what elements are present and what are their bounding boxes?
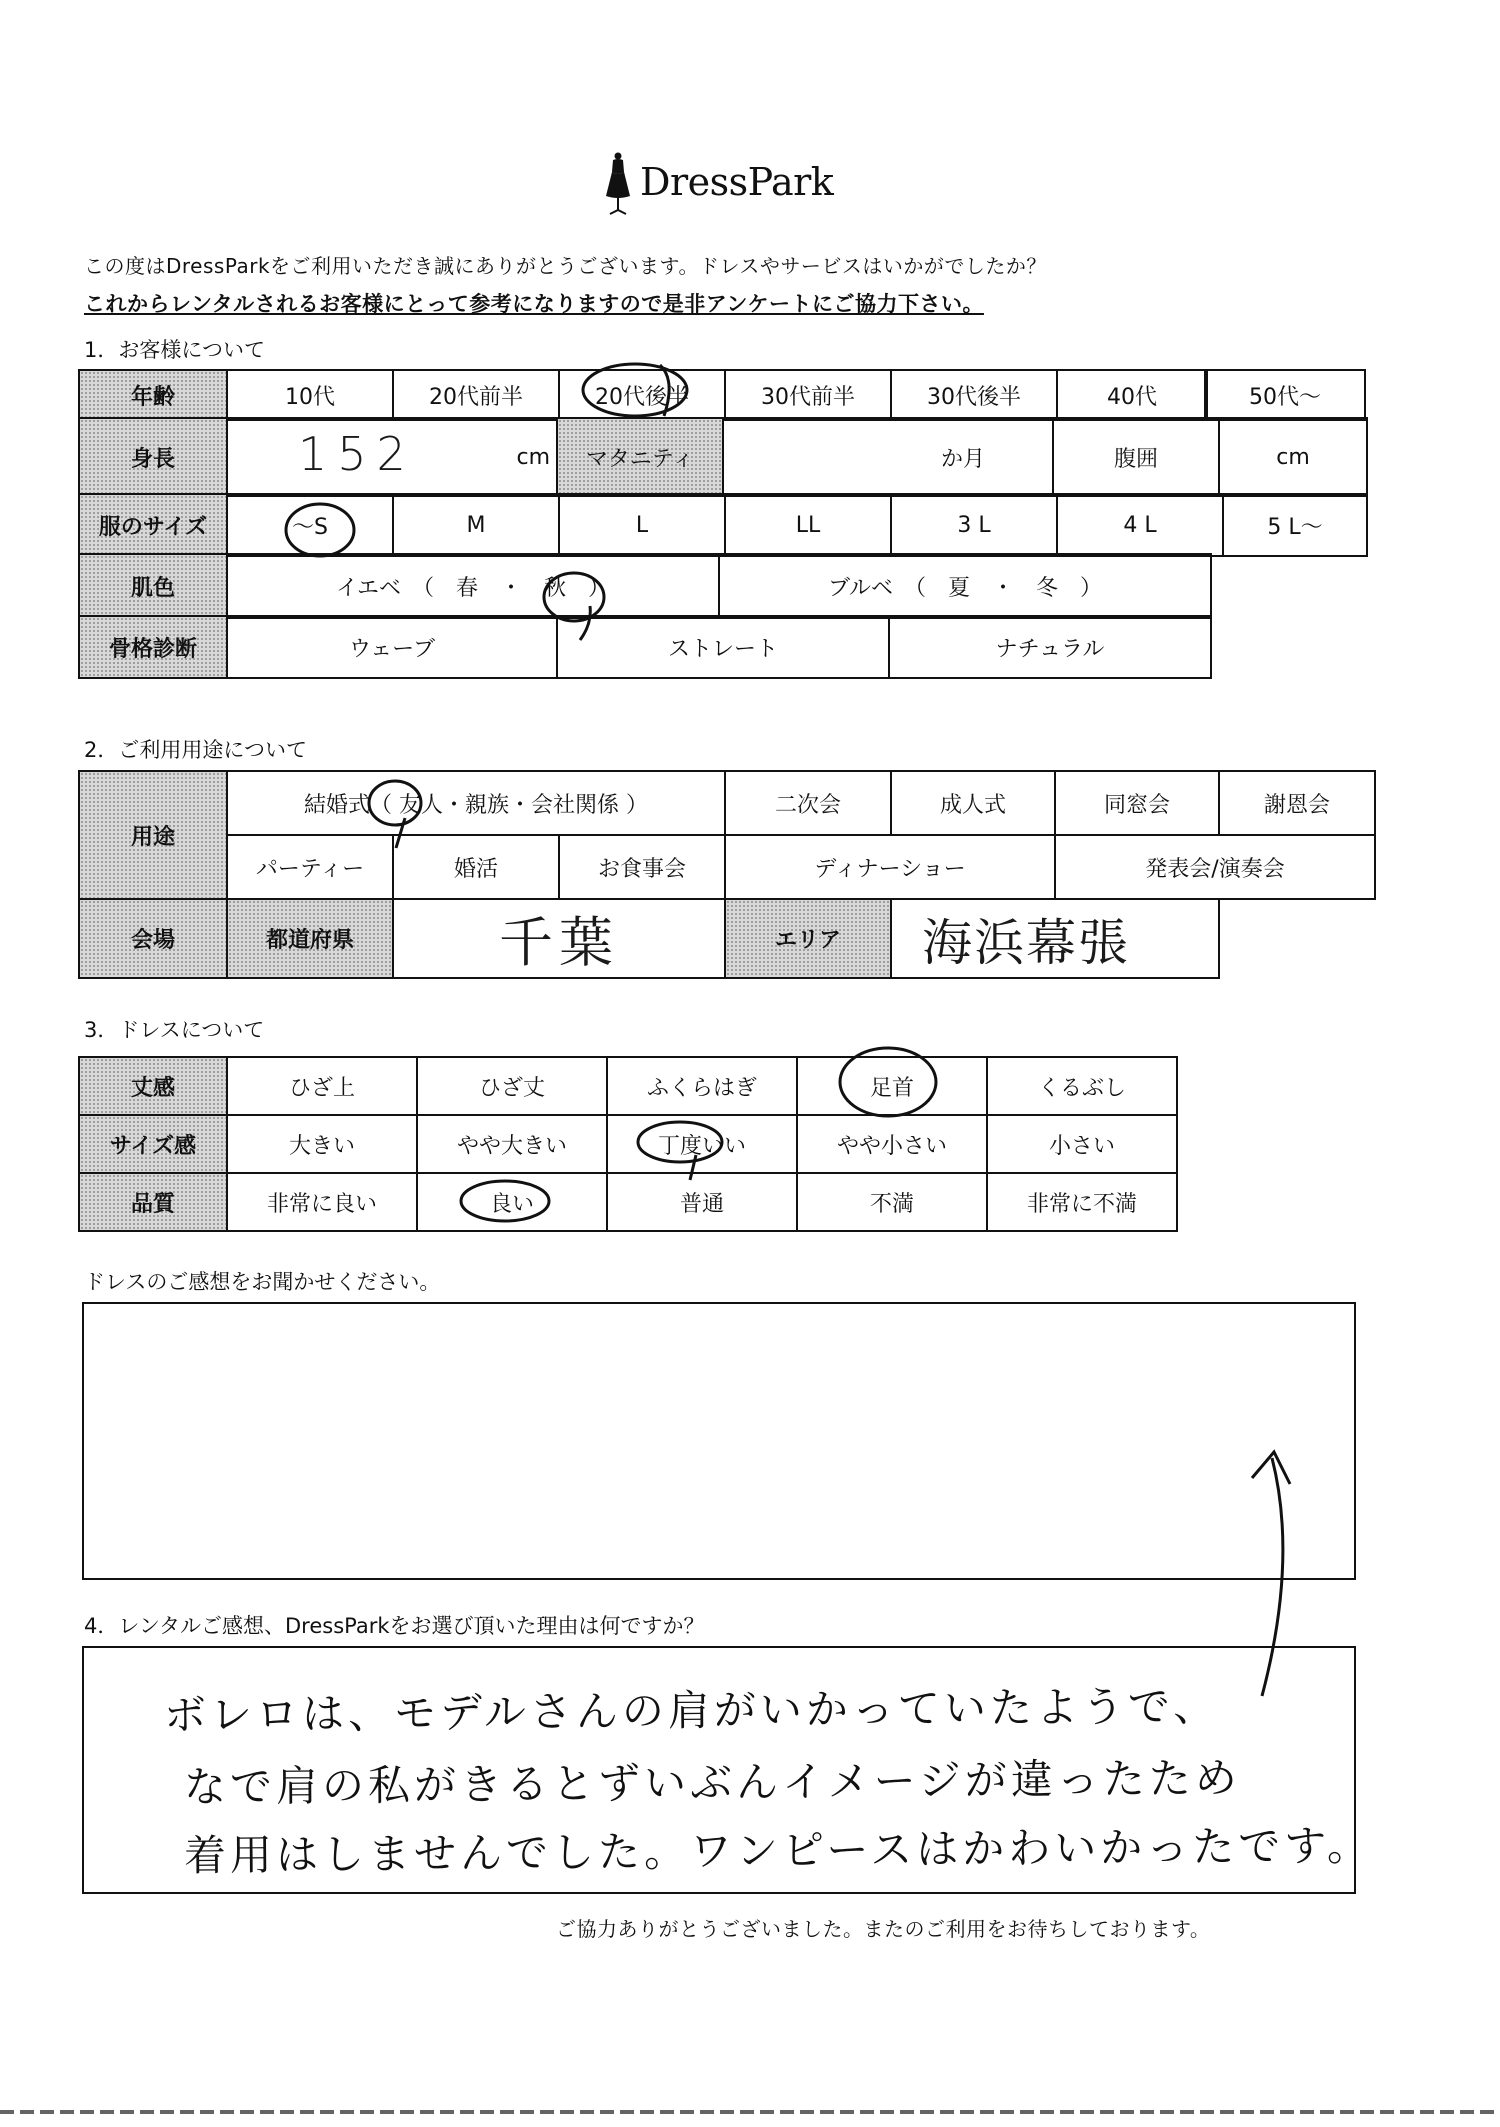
fit-option-selected[interactable]: 丁度いい [607,1115,797,1173]
length-option[interactable]: ふくらはぎ [607,1057,797,1115]
purpose-option[interactable]: 同窓会 [1055,771,1219,835]
fit-mark-tail [690,1155,696,1180]
age-option-selected[interactable]: 20代後半 [559,370,725,420]
section-1-title: 1．お客様について [84,338,265,362]
answer-line-2: なで肩の私がきるとずいぶんイメージが違ったため [183,1753,1241,1812]
purpose-option[interactable]: 二次会 [725,771,891,835]
purpose-option[interactable]: 婚活 [393,835,559,899]
answer-line-1: ボレロは、モデルさんの肩がいかっていたようで、 [163,1681,1220,1740]
age-circle-mark [583,364,687,416]
size-label: 服のサイズ [79,494,227,556]
size-option[interactable]: 4 L [1057,494,1223,556]
waist-label: 腹囲 [1053,418,1219,496]
month-unit: か月 [940,446,985,472]
skin-blue-option[interactable]: ブルベ （ 夏 ・ 冬 ） [719,554,1211,618]
prefecture-value: 千葉 [499,911,619,974]
frame-option[interactable]: ストレート [557,616,889,678]
quality-option[interactable]: 非常に不満 [987,1173,1177,1231]
area-label: エリア [725,899,891,978]
fit-option[interactable]: 小さい [987,1115,1177,1173]
purpose-label: 用途 [79,771,227,899]
wedding-mark-tail [396,818,405,848]
length-circle-mark [840,1048,936,1116]
prefecture-label: 都道府県 [227,899,393,978]
size-option[interactable]: 5 L～ [1223,494,1367,556]
skin-circle-mark [544,573,604,621]
length-option[interactable]: くるぶし [987,1057,1177,1115]
skin-mark-tail [580,606,590,640]
frame-option[interactable]: ウェーブ [227,616,557,678]
fit-option[interactable]: 大きい [227,1115,417,1173]
scan-edge [0,2110,1500,2114]
length-label: 丈感 [79,1057,227,1115]
quality-option[interactable]: 非常に良い [227,1173,417,1231]
purpose-option[interactable]: 成人式 [891,771,1055,835]
age-option[interactable]: 30代後半 [891,370,1057,420]
fit-option[interactable]: やや大きい [417,1115,607,1173]
purpose-option[interactable]: パーティー [227,835,393,899]
age-option[interactable]: 20代前半 [393,370,559,420]
age-option[interactable]: 50代～ [1205,370,1365,420]
size-option-selected[interactable]: ～S [227,494,393,556]
wedding-option[interactable]: 結婚式（ 友人・親族・会社関係 ） [227,771,725,835]
length-option-selected[interactable]: 足首 [797,1057,987,1115]
wedding-circle-mark [369,781,421,825]
area-value: 海浜幕張 [922,913,1131,972]
venue-label: 会場 [79,899,227,978]
size-option[interactable]: LL [725,494,891,556]
height-label: 身長 [79,418,227,496]
height-unit: cm [516,444,550,470]
fit-label: サイズ感 [79,1115,227,1173]
quality-option[interactable]: 普通 [607,1173,797,1231]
section-4-title: 4．レンタルご感想、DressParkをお選び頂いた理由は何ですか？ [84,1614,705,1638]
thanks-message: ご協力ありがとうございました。またのご利用をお待ちしております。 [556,1917,1211,1941]
height-value: 152 [298,427,416,481]
quality-circle-mark [461,1181,549,1221]
age-mark-tail [660,365,669,416]
dress-comment-prompt: ドレスのご感想をお聞かせください。 [84,1270,441,1294]
age-option[interactable]: 40代 [1057,370,1207,420]
size-option[interactable]: M [393,494,559,556]
skin-yellow-option[interactable]: イエベ （ 春 ・ 秋 ） [227,554,719,618]
length-option[interactable]: ひざ丈 [417,1057,607,1115]
intro-request: これからレンタルされるお客様にとって参考になりますので是非アンケートにご協力下さい。 [84,292,984,316]
age-label: 年齢 [79,370,227,420]
fit-option[interactable]: やや小さい [797,1115,987,1173]
section-3-title: 3．ドレスについて [84,1018,265,1042]
purpose-option[interactable]: 発表会/演奏会 [1055,835,1375,899]
brand-name: DressPark [640,160,834,204]
size-circle-mark [286,504,354,556]
maternity-label: マタニティ [557,418,723,496]
section-2-title: 2．ご利用用途について [84,738,307,762]
skin-label: 肌色 [79,554,227,618]
purpose-option[interactable]: お食事会 [559,835,725,899]
intro-text: この度はDressParkをご利用いただき誠にありがとうございます。ドレスやサービスはいかがでしたか？ [84,254,1047,278]
quality-option[interactable]: 不満 [797,1173,987,1231]
length-option[interactable]: ひざ上 [227,1057,417,1115]
age-option[interactable]: 10代 [227,370,393,420]
purpose-option[interactable]: ディナーショー [725,835,1055,899]
size-option[interactable]: L [559,494,725,556]
frame-option[interactable]: ナチュラル [889,616,1211,678]
frame-label: 骨格診断 [79,616,227,678]
quality-label: 品質 [79,1173,227,1231]
fit-circle-mark [638,1122,722,1162]
age-option[interactable]: 30代前半 [725,370,891,420]
answer-line-3: 着用はしませんでした。ワンピースはかわいかったです。 [183,1820,1374,1881]
waist-unit: cm [1276,444,1310,470]
size-option[interactable]: 3 L [891,494,1057,556]
arrow-icon [1252,1452,1290,1696]
quality-option-selected[interactable]: 良い [417,1173,607,1231]
purpose-option[interactable]: 謝恩会 [1219,771,1375,835]
